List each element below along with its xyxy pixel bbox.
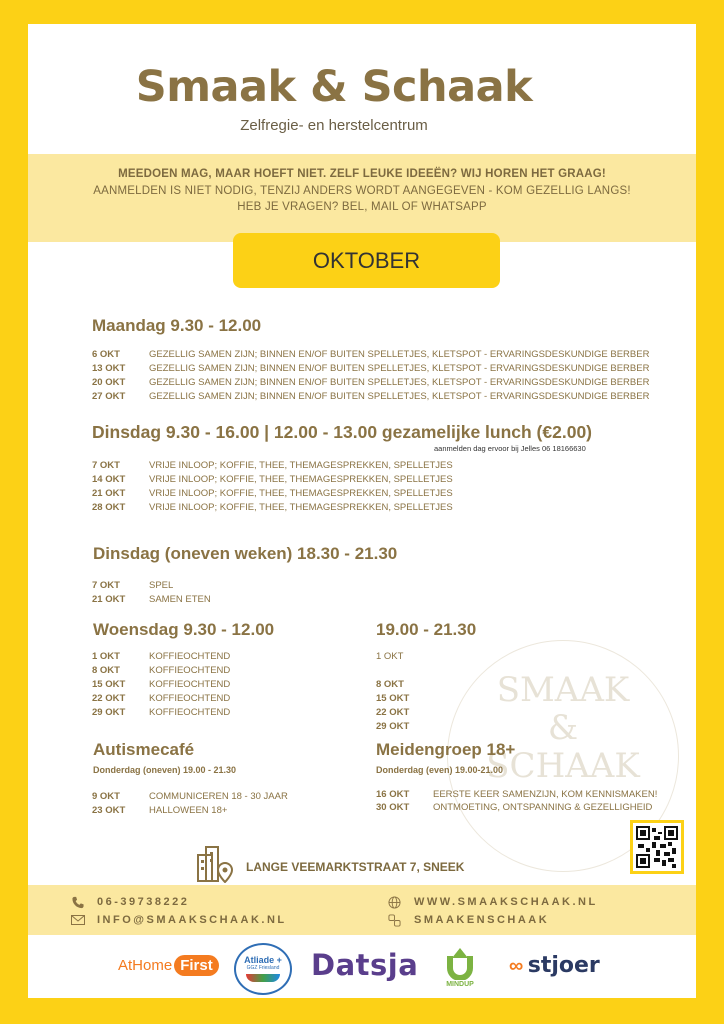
phone-contact[interactable] [97, 896, 189, 908]
schedule-activity: SPEL [149, 580, 174, 591]
social-handle: SMAAKENSCHAAK [414, 914, 550, 926]
schedule-date: 28 OKT [92, 502, 126, 513]
schedule-date: 21 OKT [92, 488, 126, 499]
avond-date: 22 OKT [376, 707, 410, 718]
schedule-row [92, 474, 453, 485]
stjoer-logo: ∞ stjoer [509, 953, 600, 978]
dinsdag-oneven-title: Dinsdag (oneven weken) 18.30 - 21.30 [93, 544, 398, 563]
schedule-row [92, 707, 230, 718]
woensdag-title: Woensdag 9.30 - 12.00 [93, 620, 275, 639]
qr-code [630, 820, 684, 874]
schedule-row [92, 349, 649, 360]
schedule-activity: COMMUNICEREN 18 - 30 JAAR [149, 791, 288, 802]
mindup-logo: MINDUP [440, 946, 480, 988]
social-icon [388, 914, 401, 927]
schedule-row [92, 377, 649, 388]
schedule-row [92, 791, 288, 802]
schedule-row [92, 665, 230, 676]
schedule-date: 30 OKT [376, 802, 410, 813]
schedule-row [92, 679, 230, 690]
stjoer-people-icon: ∞ [509, 955, 524, 977]
schedule-activity: VRIJE INLOOP; KOFFIE, THEE, THEMAGESPREKKEN, SPELLETJES [149, 488, 453, 499]
schedule-row [92, 651, 230, 662]
maandag-title: Maandag 9.30 - 12.00 [92, 316, 262, 335]
watermark-logo: SMAAK & SCHAAK [447, 640, 679, 872]
schedule-activity: KOFFIEOCHTEND [149, 693, 231, 704]
schedule-activity: KOFFIEOCHTEND [149, 651, 231, 662]
schedule-row [92, 391, 649, 402]
building-location-icon [196, 845, 236, 883]
schedule-date: 14 OKT [92, 474, 126, 485]
autismecafe-sub: Donderdag (oneven) 19.00 - 21.30 [93, 765, 237, 775]
schedule-activity: VRIJE INLOOP; KOFFIE, THEE, THEMAGESPREKKEN, SPELLETJES [149, 502, 453, 513]
schedule-date: 13 OKT [92, 363, 126, 374]
globe-icon [388, 896, 401, 909]
month-badge: OKTOBER [233, 233, 500, 288]
mail-icon [71, 914, 85, 926]
schedule-date: 9 OKT [92, 791, 120, 802]
social-contact[interactable] [414, 914, 549, 926]
dinsdag-title: Dinsdag 9.30 - 16.00 | 12.00 - 13.00 gezamelijke lunch (€2.00) [92, 422, 593, 442]
schedule-row [92, 594, 211, 605]
athome-first-logo: AtHome First [118, 957, 219, 974]
intro-line-2: AANMELDEN IS NIET NODIG, TENZIJ ANDERS WORDT AANGEGEVEN - KOM GEZELLIG LANGS! [93, 184, 631, 197]
meidengroep-sub: Donderdag (even) 19.00-21.00 [376, 765, 504, 775]
schedule-activity: KOFFIEOCHTEND [149, 707, 231, 718]
intro-line-3: HEB JE VRAGEN? BEL, MAIL OF WHATSAPP [237, 201, 487, 213]
website-url: WWW.SMAAKSCHAAK.NL [414, 896, 598, 908]
schedule-activity: HALLOWEEN 18+ [149, 805, 228, 816]
schedule-date: 7 OKT [92, 460, 120, 471]
schedule-date: 15 OKT [92, 679, 126, 690]
schedule-date: 6 OKT [92, 349, 120, 360]
qr-code-pattern [636, 826, 678, 868]
schedule-date: 7 OKT [92, 580, 120, 591]
schedule-activity: GEZELLIG SAMEN ZIJN; BINNEN EN/OF BUITEN SPELLETJES, KLETSPOT - ERVARINGSDESKUNDIGE BERBER [149, 391, 650, 402]
contact-bar [28, 885, 696, 935]
page-title: Smaak & Schaak [135, 62, 533, 112]
atliade-logo: Atliade + GGZ Friesland [234, 943, 292, 995]
meidengroep-title: Meidengroep 18+ [376, 740, 516, 759]
page-subtitle: Zelfregie- en herstelcentrum [240, 117, 428, 134]
schedule-date: 29 OKT [92, 707, 126, 718]
autismecafe-title: Autismecafé [93, 740, 195, 759]
schedule-date: 23 OKT [92, 805, 126, 816]
schedule-activity: KOFFIEOCHTEND [149, 665, 231, 676]
schedule-row [92, 502, 453, 513]
phone-icon [71, 896, 85, 909]
avond-date: 1 OKT [376, 651, 404, 662]
avond-date: 15 OKT [376, 693, 410, 704]
datsja-logo: Datsja [311, 948, 419, 982]
schedule-row [92, 580, 173, 591]
schedule-activity: GEZELLIG SAMEN ZIJN; BINNEN EN/OF BUITEN SPELLETJES, KLETSPOT - ERVARINGSDESKUNDIGE BERBER [149, 349, 650, 360]
schedule-date: 16 OKT [376, 789, 410, 800]
address-text: LANGE VEEMARKTSTRAAT 7, SNEEK [246, 860, 465, 874]
schedule-activity: VRIJE INLOOP; KOFFIE, THEE, THEMAGESPREKKEN, SPELLETJES [149, 460, 453, 471]
avond-date: 29 OKT [376, 721, 410, 732]
mindup-arrow-icon [444, 946, 476, 980]
schedule-activity: GEZELLIG SAMEN ZIJN; BINNEN EN/OF BUITEN SPELLETJES, KLETSPOT - ERVARINGSDESKUNDIGE BERBER [149, 363, 650, 374]
schedule-activity: VRIJE INLOOP; KOFFIE, THEE, THEMAGESPREKKEN, SPELLETJES [149, 474, 453, 485]
intro-banner [28, 154, 696, 242]
email-contact[interactable] [97, 914, 287, 926]
schedule-activity: ONTMOETING, ONTSPANNING & GEZELLIGHEID [433, 802, 653, 813]
schedule-row [92, 363, 649, 374]
schedule-activity: EERSTE KEER SAMENZIJN, KOM KENNISMAKEN! [433, 789, 658, 800]
schedule-activity: GEZELLIG SAMEN ZIJN; BINNEN EN/OF BUITEN SPELLETJES, KLETSPOT - ERVARINGSDESKUNDIGE BERBER [149, 377, 650, 388]
schedule-date: 22 OKT [92, 693, 126, 704]
dinsdag-note: aanmelden dag ervoor bij Jelles 06 18166630 [434, 444, 586, 453]
schedule-date: 27 OKT [92, 391, 126, 402]
schedule-row [92, 693, 230, 704]
woensdag-avond-title: 19.00 - 21.30 [376, 620, 477, 639]
phone-number: 06-39738222 [97, 896, 190, 908]
intro-line-1: MEEDOEN MAG, MAAR HOEFT NIET. ZELF LEUKE IDEEËN? WIJ HOREN HET GRAAG! [118, 168, 606, 180]
schedule-date: 21 OKT [92, 594, 126, 605]
schedule-date: 8 OKT [92, 665, 120, 676]
schedule-activity: KOFFIEOCHTEND [149, 679, 231, 690]
schedule-row [92, 460, 453, 471]
schedule-activity: SAMEN ETEN [149, 594, 211, 605]
avond-date: 8 OKT [376, 679, 404, 690]
schedule-date: 20 OKT [92, 377, 126, 388]
website-contact[interactable] [414, 896, 598, 908]
schedule-row [376, 802, 652, 813]
schedule-row [92, 488, 453, 499]
schedule-row [376, 789, 657, 800]
schedule-date: 1 OKT [92, 651, 120, 662]
email-address: INFO@SMAAKSCHAAK.NL [97, 914, 287, 926]
schedule-row [92, 805, 227, 816]
